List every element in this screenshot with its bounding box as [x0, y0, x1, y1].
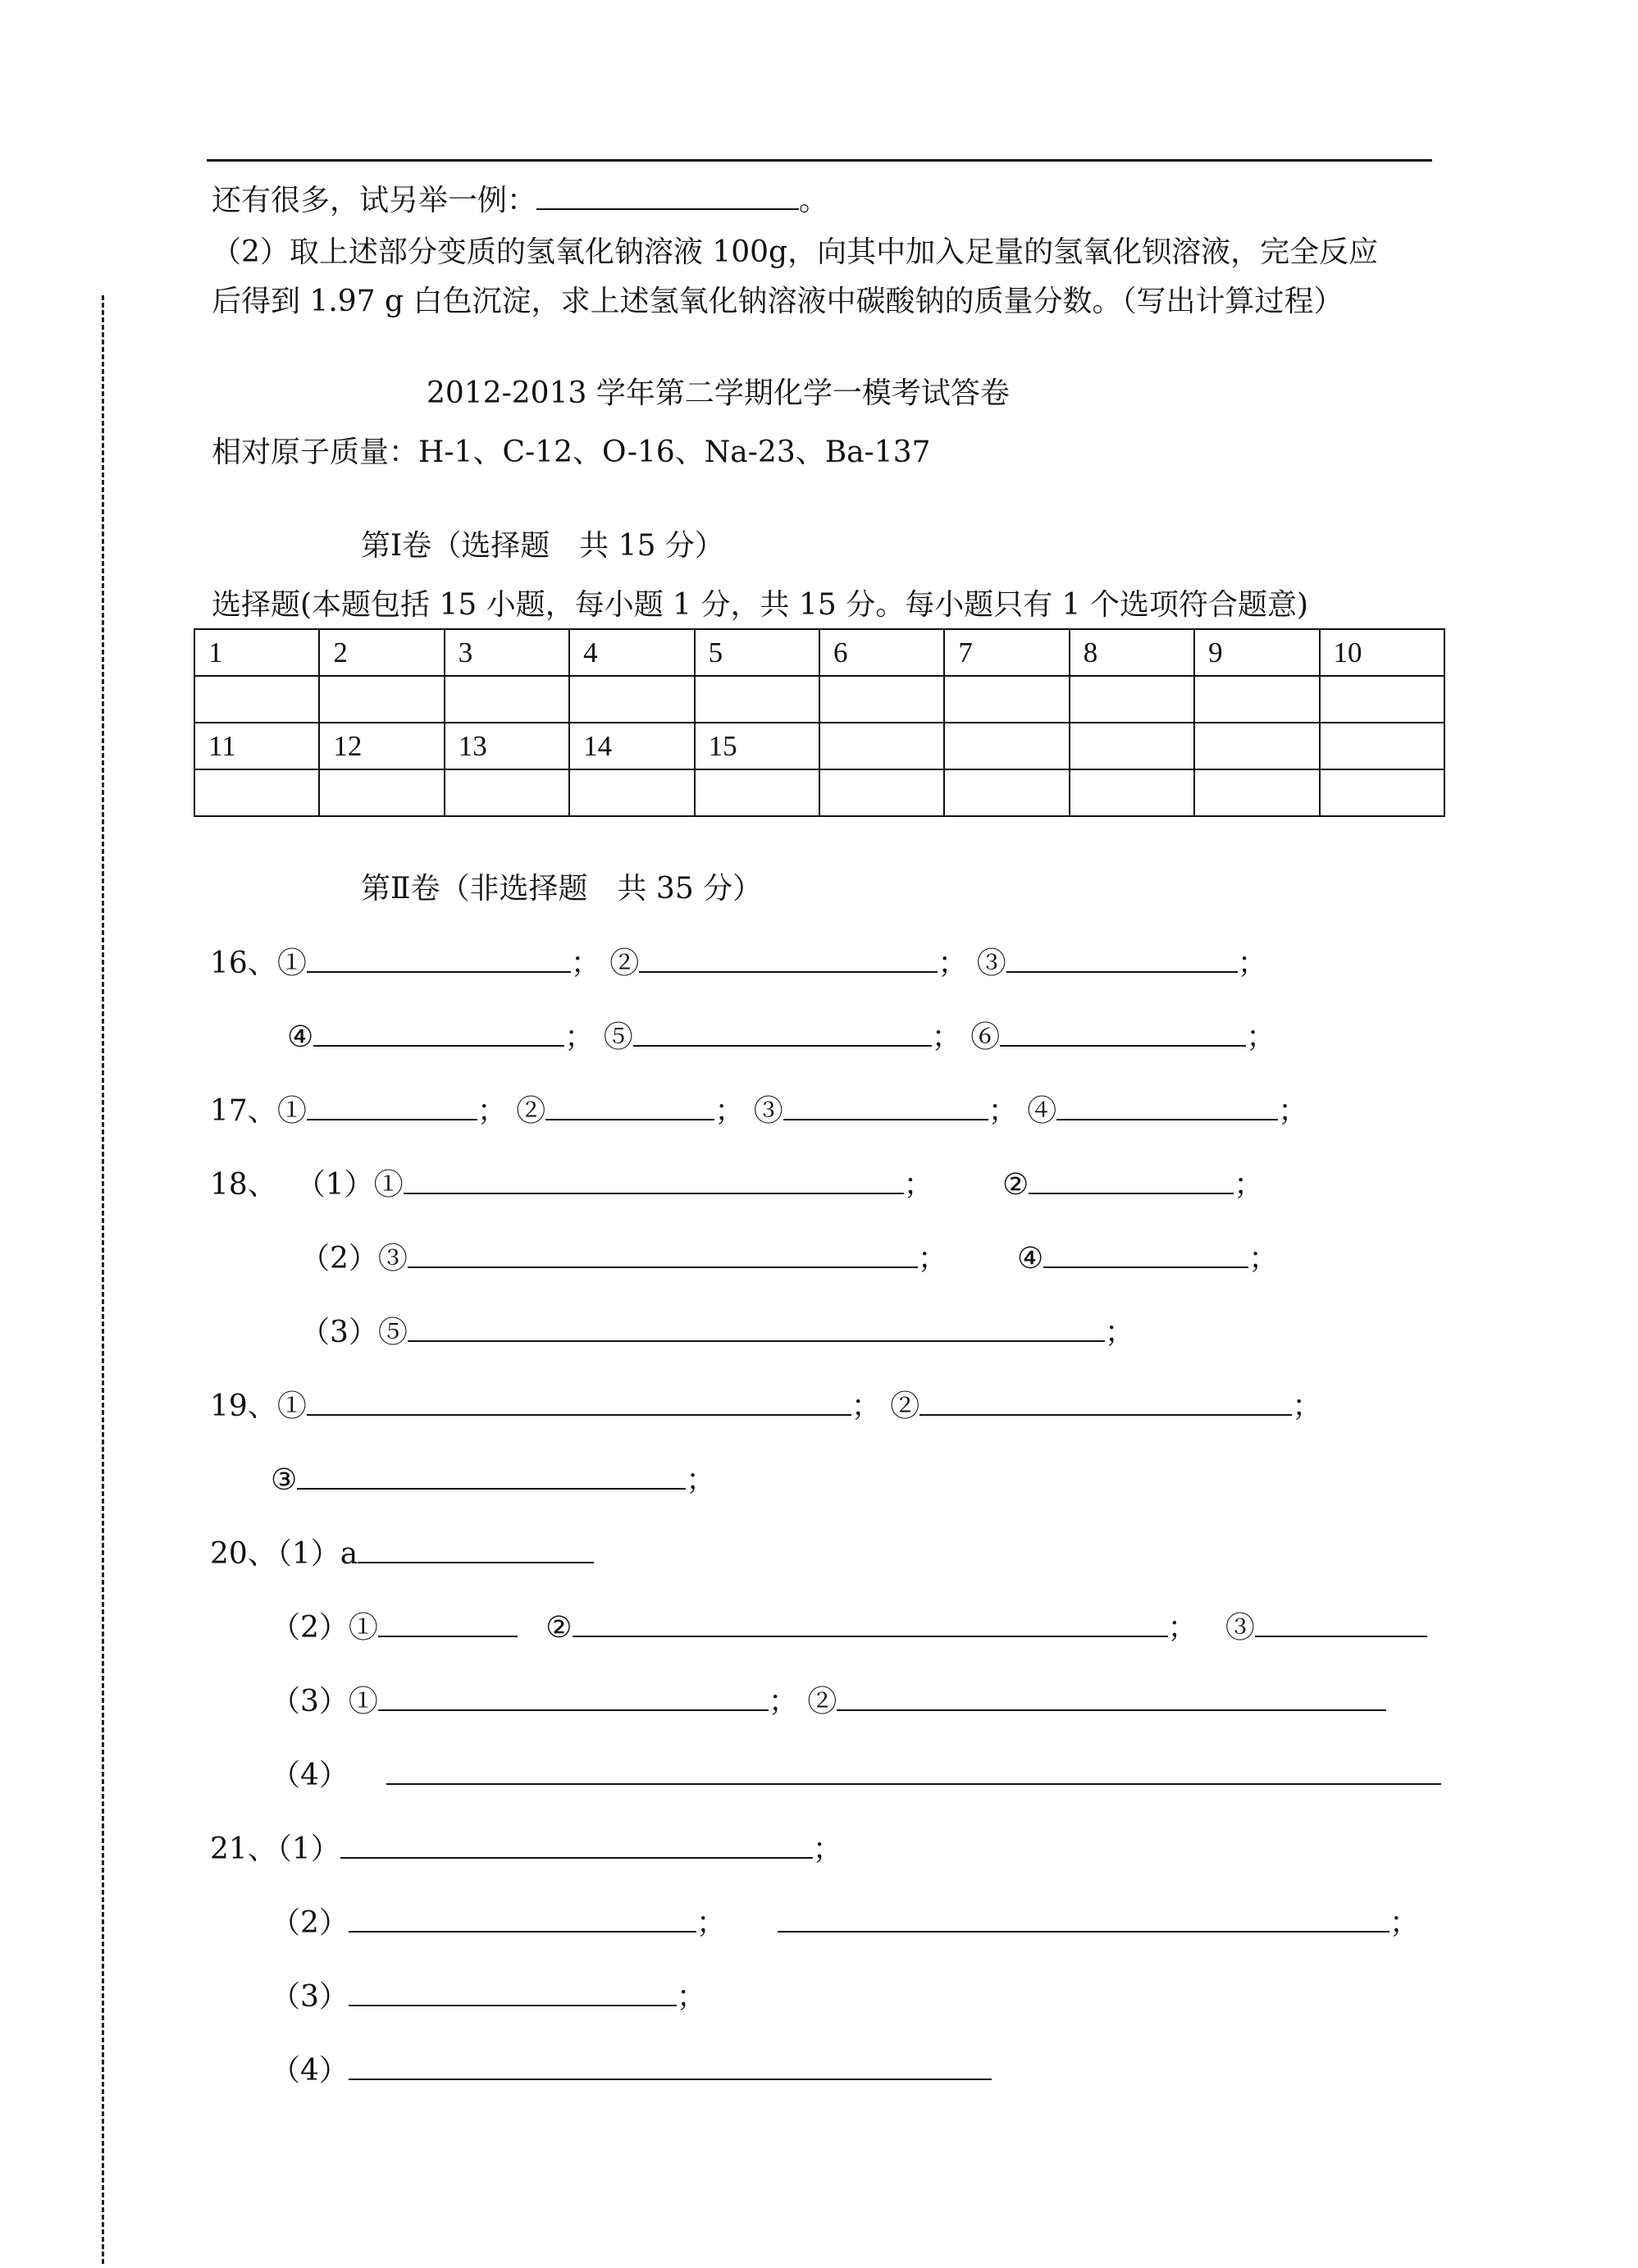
- table-cell: 11: [194, 723, 319, 769]
- answer-cell[interactable]: [445, 769, 569, 816]
- q18-row-1b: ② ；: [1002, 1165, 1263, 1203]
- answer-cell[interactable]: [1320, 676, 1444, 723]
- answer-cell[interactable]: [695, 769, 819, 816]
- table-cell: 10: [1320, 629, 1444, 676]
- blank-20-2-3[interactable]: [1255, 1608, 1427, 1637]
- answer-cell[interactable]: [319, 676, 444, 723]
- answer-cell[interactable]: [1194, 676, 1319, 723]
- mc-answer-table: [194, 628, 1445, 817]
- table-cell: [1194, 723, 1319, 769]
- q20-row-1: 20、（1）a: [210, 1534, 594, 1572]
- blank-16-3[interactable]: [1006, 943, 1238, 973]
- table-cell: 3: [445, 629, 569, 676]
- header-rule: [207, 159, 1432, 162]
- blank-16-6[interactable]: [1000, 1017, 1246, 1047]
- table-cell: 2: [319, 629, 444, 676]
- table-cell: 6: [819, 629, 944, 676]
- blank-18-2[interactable]: [1029, 1165, 1234, 1194]
- atomic-mass-line: 相对原子质量：H-1、C-12、O-16、Na-23、Ba-137: [212, 436, 931, 469]
- blank-21-1[interactable]: [340, 1829, 813, 1859]
- q21-row-2: （2） ；: [271, 1903, 726, 1942]
- q20-row-2: （2）① ② ； ③: [271, 1608, 1427, 1646]
- blank-19-1[interactable]: [307, 1386, 851, 1416]
- blank-20-4[interactable]: [386, 1755, 1441, 1785]
- table-cell: 7: [944, 629, 1069, 676]
- q2-text-line-2: 后得到 1.97 g 白色沉淀，求上述氢氧化钠溶液中碳酸钠的质量分数。（写出计算过程）: [212, 285, 1344, 318]
- q18-row-3: （3）⑤ ；: [300, 1312, 1134, 1351]
- blank-18-1[interactable]: [404, 1165, 904, 1194]
- blank-20-2-2[interactable]: [573, 1608, 1168, 1637]
- q16-row-1: 16、① ； ② ； ③ ；: [210, 943, 1267, 982]
- q19-row-2: ③ ；: [271, 1460, 715, 1499]
- table-cell: [1070, 723, 1194, 769]
- table-row-answers: [194, 769, 1444, 816]
- blank-20-2-1[interactable]: [378, 1608, 518, 1637]
- table-cell: 9: [1194, 629, 1319, 676]
- q18-row-2: （2）③ ；: [300, 1239, 947, 1277]
- answer-cell[interactable]: [819, 676, 944, 723]
- q21-row-1: 21、（1） ；: [210, 1829, 842, 1868]
- blank-20-3-1[interactable]: [378, 1682, 769, 1711]
- blank-18-3[interactable]: [408, 1239, 918, 1268]
- q18-row-2b: ④ ；: [1017, 1239, 1278, 1277]
- answer-cell[interactable]: [194, 676, 319, 723]
- answer-cell[interactable]: [445, 676, 569, 723]
- q21-row-4: （4）: [271, 2051, 992, 2089]
- table-row: [194, 723, 1444, 769]
- blank-example[interactable]: [536, 180, 799, 210]
- q19-row-1: 19、① ； ② ；: [210, 1386, 1321, 1425]
- binding-margin-line: [102, 295, 104, 2264]
- answer-cell[interactable]: [695, 676, 819, 723]
- blank-18-4[interactable]: [1043, 1239, 1248, 1268]
- answer-cell: [1070, 769, 1194, 816]
- q21-row-3: （3） ；: [271, 1977, 706, 2015]
- table-cell: 12: [319, 723, 444, 769]
- blank-20-3-2[interactable]: [837, 1682, 1386, 1711]
- table-row: [194, 629, 1444, 676]
- top-line-1: 还有很多，试另举一例： 。: [212, 180, 828, 219]
- table-cell: [944, 723, 1069, 769]
- q20-row-4: （4）: [271, 1755, 1441, 1794]
- q16-row-2: ④ ； ⑤ ； ⑥ ；: [287, 1017, 1275, 1056]
- answer-cell[interactable]: [944, 676, 1069, 723]
- blank-19-3[interactable]: [297, 1460, 686, 1490]
- answer-cell[interactable]: [569, 676, 694, 723]
- blank-16-1[interactable]: [307, 943, 571, 973]
- blank-17-3[interactable]: [783, 1091, 988, 1120]
- table-cell: 1: [194, 629, 319, 676]
- q17-row: 17、① ； ② ； ③ ； ④ ；: [210, 1091, 1307, 1129]
- table-cell: [1320, 723, 1444, 769]
- table-cell: 4: [569, 629, 694, 676]
- table-row-answers: [194, 676, 1444, 723]
- q2-text-line-1: （2）取上述部分变质的氢氧化钠溶液 100g，向其中加入足量的氢氧化钡溶液，完全反应: [212, 235, 1379, 269]
- answer-cell[interactable]: [319, 769, 444, 816]
- blank-21-2a[interactable]: [349, 1903, 696, 1933]
- q18-row-1: 18、 （1）① ；: [210, 1165, 933, 1203]
- mc-instruction: 选择题(本题包括 15 小题，每小题 1 分，共 15 分。每小题只有 1 个选项符合题意): [212, 588, 1309, 622]
- answer-cell: [944, 769, 1069, 816]
- answer-cell: [1194, 769, 1319, 816]
- answer-cell[interactable]: [1070, 676, 1194, 723]
- table-cell: [819, 723, 944, 769]
- blank-16-4[interactable]: [313, 1017, 564, 1047]
- table-cell: 5: [695, 629, 819, 676]
- table-cell: 8: [1070, 629, 1194, 676]
- part2-heading: 第Ⅱ卷（非选择题 共 35 分）: [361, 872, 763, 906]
- answer-cell[interactable]: [194, 769, 319, 816]
- answer-cell: [1320, 769, 1444, 816]
- q21-row-2b: ；: [778, 1903, 1419, 1942]
- blank-16-5[interactable]: [633, 1017, 932, 1047]
- answer-sheet-title: 2012-2013 学年第二学期化学一模考试答卷: [427, 376, 1010, 410]
- answer-cell: [819, 769, 944, 816]
- table-cell: 15: [695, 723, 819, 769]
- blank-21-3[interactable]: [349, 1977, 677, 2006]
- blank-21-2b[interactable]: [778, 1903, 1389, 1933]
- part1-heading: 第Ⅰ卷（选择题 共 15 分）: [361, 529, 724, 563]
- blank-20-1a[interactable]: [358, 1534, 594, 1563]
- table-cell: 13: [445, 723, 569, 769]
- table-cell: 14: [569, 723, 694, 769]
- blank-17-4[interactable]: [1056, 1091, 1278, 1120]
- answer-cell[interactable]: [569, 769, 694, 816]
- blank-19-2[interactable]: [919, 1386, 1292, 1416]
- blank-21-4[interactable]: [349, 2051, 992, 2080]
- blank-18-5[interactable]: [408, 1312, 1105, 1342]
- q20-row-3: （3）① ； ②: [271, 1682, 1386, 1720]
- blank-17-1[interactable]: [307, 1091, 477, 1120]
- blank-17-2[interactable]: [545, 1091, 714, 1120]
- blank-16-2[interactable]: [639, 943, 938, 973]
